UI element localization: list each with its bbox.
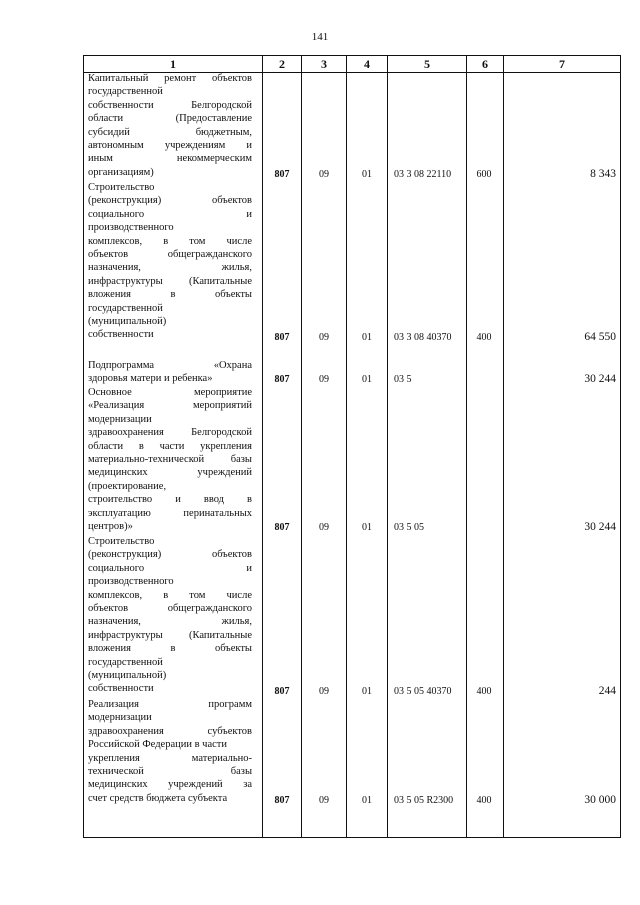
description-line: инфраструктуры (Капитальные xyxy=(88,275,252,287)
ministry-code: 807 xyxy=(274,522,290,533)
description-line: организациям) xyxy=(88,166,154,178)
subsection-code: 01 xyxy=(362,686,372,697)
description-line: назначения, жилья, xyxy=(88,616,252,628)
amount-value: 30 000 xyxy=(584,794,616,806)
description-line: Российской Федерации в части xyxy=(88,739,227,751)
target-article-code: 03 5 05 R2300 xyxy=(394,795,454,806)
description-line: эксплуатацию перинатальных xyxy=(88,507,252,519)
subsection-code: 01 xyxy=(362,795,372,806)
ministry-code: 807 xyxy=(274,332,290,343)
row-description xyxy=(88,386,252,533)
description-line: вложения в объекты xyxy=(88,289,252,301)
description-line: комплексов, в том числе xyxy=(88,589,252,601)
section-code: 09 xyxy=(319,795,329,806)
description-line: здравоохранения Белгородской xyxy=(88,427,252,439)
description-line: собственности xyxy=(88,329,154,341)
row-description xyxy=(88,359,252,386)
row-description xyxy=(88,698,252,805)
description-line: области в части укрепления xyxy=(88,440,252,452)
target-article-code: 03 5 05 40370 xyxy=(394,686,452,697)
description-line: государственной xyxy=(88,86,163,98)
description-line: укрепления материально- xyxy=(88,752,252,764)
expense-type-code: 400 xyxy=(476,686,492,697)
description-line: технической базы xyxy=(88,766,252,778)
description-line: медицинских учреждений xyxy=(88,467,252,479)
description-line: производственного xyxy=(88,222,174,234)
description-line: собственности xyxy=(88,683,154,695)
description-line: Капитальный ремонт объектов xyxy=(88,73,252,84)
section-code: 09 xyxy=(319,522,329,533)
section-code: 09 xyxy=(319,332,329,343)
description-line: социального и xyxy=(88,208,252,220)
description-line: субсидий бюджетным, xyxy=(88,126,252,138)
description-line: строительство и ввод в xyxy=(88,494,252,506)
expense-type-code: 600 xyxy=(476,169,492,180)
table-header-row xyxy=(84,56,620,73)
description-line: счет средств бюджета субъекта xyxy=(88,792,228,804)
description-line: здоровья матери и ребенка» xyxy=(88,373,213,385)
header-col-1: 1 xyxy=(170,57,176,71)
description-line: объектов общегражданского xyxy=(88,249,252,261)
description-line: модернизации xyxy=(88,712,152,724)
description-line: иным некоммерческим xyxy=(88,153,252,165)
description-line: «Реализация мероприятий xyxy=(88,400,252,412)
header-col-6: 6 xyxy=(482,57,488,71)
description-line: комплексов, в том числе xyxy=(88,235,252,247)
amount-value: 30 244 xyxy=(584,521,616,533)
section-code: 09 xyxy=(319,686,329,697)
description-line: производственного xyxy=(88,576,174,588)
description-line: инфраструктуры (Капитальные xyxy=(88,629,252,641)
section-code: 09 xyxy=(319,374,329,385)
subsection-code: 01 xyxy=(362,169,372,180)
amount-value: 64 550 xyxy=(584,331,616,343)
description-line: Реализация программ xyxy=(88,699,252,710)
row-description xyxy=(88,72,252,179)
description-line: (муниципальной) xyxy=(88,316,167,328)
subsection-code: 01 xyxy=(362,522,372,533)
description-line: здравоохранения субъектов xyxy=(88,725,252,737)
subsection-code: 01 xyxy=(362,374,372,385)
section-code: 09 xyxy=(319,169,329,180)
description-line: Строительство xyxy=(88,182,155,193)
header-col-2: 2 xyxy=(279,57,285,71)
description-line: государственной xyxy=(88,302,163,314)
description-line: Строительство xyxy=(88,536,155,547)
description-line: вложения в объекты xyxy=(88,643,252,655)
description-line: назначения, жилья, xyxy=(88,262,252,274)
amount-value: 30 244 xyxy=(584,373,616,385)
ministry-code: 807 xyxy=(274,374,290,385)
header-col-4: 4 xyxy=(364,57,370,71)
header-col-7: 7 xyxy=(559,57,565,71)
ministry-code: 807 xyxy=(274,795,290,806)
description-line: модернизации xyxy=(88,413,152,425)
amount-value: 244 xyxy=(598,685,616,697)
expense-type-code: 400 xyxy=(476,332,492,343)
description-line: (проектирование, xyxy=(88,480,167,492)
row-description xyxy=(88,535,252,696)
amount-value: 8 343 xyxy=(590,168,616,180)
description-line: (реконструкция) объектов xyxy=(88,549,252,561)
ministry-code: 807 xyxy=(274,169,290,180)
target-article-code: 03 3 08 22110 xyxy=(394,169,452,180)
expense-type-code: 400 xyxy=(476,795,492,806)
description-line: государственной xyxy=(88,656,163,668)
row-description xyxy=(88,181,252,342)
description-line: материально-технической базы xyxy=(88,454,252,466)
description-line: объектов общегражданского xyxy=(88,603,252,615)
description-line: области (Предоставление xyxy=(88,113,252,125)
description-line: Основное мероприятие xyxy=(88,387,252,398)
description-line: собственности Белгородской xyxy=(88,99,252,111)
header-col-3: 3 xyxy=(321,57,327,71)
target-article-code: 03 5 xyxy=(394,374,412,385)
page-number: 141 xyxy=(311,31,329,43)
description-line: центров)» xyxy=(88,521,133,533)
description-line: (реконструкция) объектов xyxy=(88,195,252,207)
subsection-code: 01 xyxy=(362,332,372,343)
description-line: Подпрограмма «Охрана xyxy=(88,360,252,371)
target-article-code: 03 3 08 40370 xyxy=(394,332,452,343)
target-article-code: 03 5 05 xyxy=(394,522,424,533)
description-line: автономным учреждениям и xyxy=(88,140,252,152)
description-line: социального и xyxy=(88,562,252,574)
description-line: (муниципальной) xyxy=(88,670,167,682)
header-col-5: 5 xyxy=(424,57,430,71)
description-line: медицинских учреждений за xyxy=(88,779,252,791)
ministry-code: 807 xyxy=(274,686,290,697)
